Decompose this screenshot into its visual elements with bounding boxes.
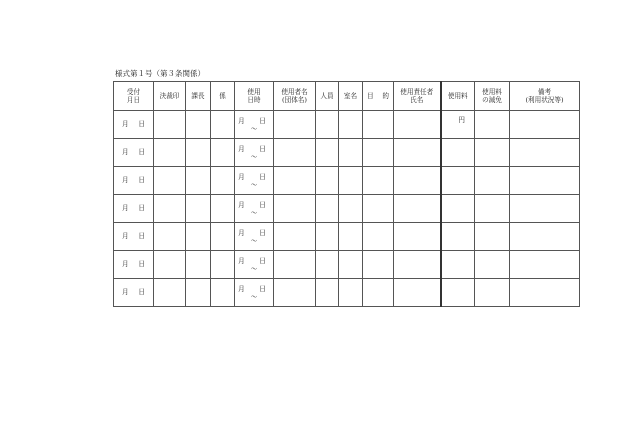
fee-exemption-cell[interactable] [475, 195, 510, 223]
month-day-label: 月 日 [238, 257, 270, 265]
section-chief-cell[interactable] [186, 195, 211, 223]
usage-period-cell[interactable] [235, 223, 274, 251]
room-name-cell[interactable] [339, 251, 363, 279]
header-usage-fee: 使用料 [441, 82, 475, 111]
reception-date-cell[interactable] [114, 251, 154, 279]
month-day-label: 月 日 [238, 201, 270, 209]
remarks-cell[interactable] [510, 167, 580, 195]
month-day-label: 月 日 [238, 229, 270, 237]
user-name-cell[interactable] [274, 167, 316, 195]
staff-cell[interactable] [211, 139, 235, 167]
approval-seal-cell[interactable] [154, 279, 186, 307]
approval-seal-cell[interactable] [154, 223, 186, 251]
fee-exemption-cell[interactable] [475, 223, 510, 251]
header-text: 時 [254, 96, 261, 104]
remarks-cell[interactable] [510, 251, 580, 279]
user-name-cell[interactable] [274, 195, 316, 223]
header-approval-seal: 決裁印 [154, 82, 186, 111]
fee-exemption-cell[interactable] [475, 111, 510, 139]
tilde-mark: ～ [250, 293, 258, 301]
reception-date-cell[interactable] [114, 111, 154, 139]
room-name-cell[interactable] [339, 139, 363, 167]
purpose-cell[interactable] [363, 111, 394, 139]
tilde-mark: ～ [250, 125, 258, 133]
header-text: 使用者名 [281, 87, 308, 96]
day-label: 日 [138, 176, 145, 185]
purpose-cell[interactable] [363, 279, 394, 307]
header-text: 月 [126, 96, 134, 104]
usage-fee-cell[interactable] [441, 195, 475, 223]
section-chief-cell[interactable] [186, 139, 211, 167]
usage-period-cell[interactable] [235, 139, 274, 167]
staff-cell[interactable] [211, 223, 235, 251]
day-label: 日 [138, 288, 145, 297]
header-text: 名 [416, 96, 424, 104]
remarks-cell[interactable] [510, 111, 580, 139]
remarks-cell[interactable] [510, 223, 580, 251]
fee-exemption-cell[interactable] [475, 279, 510, 307]
month-label: 月 [122, 204, 129, 213]
fee-exemption-cell[interactable] [475, 139, 510, 167]
room-name-cell[interactable] [339, 279, 363, 307]
user-name-cell[interactable] [274, 139, 316, 167]
room-name-cell[interactable] [339, 223, 363, 251]
tilde-mark: ～ [250, 265, 258, 273]
user-name-cell[interactable] [274, 223, 316, 251]
section-chief-cell[interactable] [186, 251, 211, 279]
usage-fee-cell[interactable] [441, 279, 475, 307]
facility-usage-register-table [113, 81, 580, 307]
staff-cell[interactable] [211, 251, 235, 279]
user-name-cell[interactable] [274, 279, 316, 307]
header-text: 備 [537, 87, 545, 96]
tilde-mark: ～ [250, 237, 258, 245]
staff-cell[interactable] [211, 167, 235, 195]
headcount-cell[interactable] [316, 139, 339, 167]
tilde-mark: ～ [250, 209, 258, 217]
section-chief-cell[interactable] [186, 111, 211, 139]
header-text: 用 [254, 87, 261, 96]
responsible-person-cell[interactable] [394, 195, 441, 223]
reception-date-cell[interactable] [114, 279, 154, 307]
purpose-cell[interactable] [363, 195, 394, 223]
header-text: 付 [133, 87, 141, 96]
header-text: (団体名) [282, 96, 307, 104]
approval-seal-cell[interactable] [154, 139, 186, 167]
approval-seal-cell[interactable] [154, 251, 186, 279]
header-usage-datetime [235, 82, 274, 111]
responsible-person-cell[interactable] [394, 139, 441, 167]
month-label: 月 [122, 176, 129, 185]
usage-fee-cell[interactable] [441, 223, 475, 251]
tilde-mark: ～ [250, 153, 258, 161]
section-chief-cell[interactable] [186, 167, 211, 195]
day-label: 日 [138, 232, 145, 241]
header-text: 氏 [410, 96, 417, 104]
table-row [114, 279, 580, 307]
header-text: 考 [544, 87, 552, 96]
header-purpose [363, 82, 394, 111]
responsible-person-cell[interactable] [394, 167, 441, 195]
headcount-cell[interactable] [316, 167, 339, 195]
header-text: 使用料 [482, 87, 502, 96]
responsible-person-cell[interactable] [394, 279, 441, 307]
room-name-cell[interactable] [339, 111, 363, 139]
fee-exemption-cell[interactable] [475, 251, 510, 279]
purpose-cell[interactable] [363, 139, 394, 167]
staff-cell[interactable] [211, 279, 235, 307]
header-text: 受 [126, 87, 134, 96]
responsible-person-cell[interactable] [394, 223, 441, 251]
responsible-person-cell[interactable] [394, 251, 441, 279]
headcount-cell[interactable] [316, 223, 339, 251]
headcount-cell[interactable] [316, 251, 339, 279]
day-label: 日 [138, 120, 145, 129]
remarks-cell[interactable] [510, 195, 580, 223]
remarks-cell[interactable] [510, 279, 580, 307]
yen-label: 円 [458, 116, 465, 124]
headcount-cell[interactable] [316, 195, 339, 223]
usage-fee-cell[interactable] [441, 111, 475, 139]
header-responsible-person [394, 82, 441, 111]
usage-period-cell[interactable] [235, 167, 274, 195]
header-text: 日 [247, 96, 254, 104]
purpose-cell[interactable] [363, 167, 394, 195]
section-chief-cell[interactable] [186, 223, 211, 251]
table-row [114, 223, 580, 251]
header-section-chief: 課長 [186, 82, 211, 111]
header-text: 的 [382, 91, 389, 100]
remarks-cell[interactable] [510, 139, 580, 167]
reception-date-cell[interactable] [114, 139, 154, 167]
reception-date-cell[interactable] [114, 223, 154, 251]
table-row [114, 111, 580, 139]
form-title: 様式第１号（第３条関係） [115, 69, 205, 78]
header-room-name: 室名 [339, 82, 363, 111]
usage-period-cell[interactable] [235, 111, 274, 139]
day-label: 日 [138, 148, 145, 157]
month-label: 月 [122, 120, 129, 129]
reception-date-cell[interactable] [114, 195, 154, 223]
user-name-cell[interactable] [274, 111, 316, 139]
room-name-cell[interactable] [339, 195, 363, 223]
responsible-person-cell[interactable] [394, 111, 441, 139]
register-body [114, 111, 580, 307]
staff-cell[interactable] [211, 195, 235, 223]
section-chief-cell[interactable] [186, 279, 211, 307]
header-text: 使 [247, 87, 254, 96]
user-name-cell[interactable] [274, 251, 316, 279]
usage-period-cell[interactable] [235, 251, 274, 279]
month-label: 月 [122, 260, 129, 269]
day-label: 日 [138, 260, 145, 269]
table-row [114, 139, 580, 167]
header-remarks [510, 82, 580, 111]
table-row [114, 251, 580, 279]
reception-date-cell[interactable] [114, 167, 154, 195]
usage-fee-cell[interactable] [441, 167, 475, 195]
header-text: 目 [367, 91, 374, 100]
staff-cell[interactable] [211, 111, 235, 139]
usage-period-cell[interactable] [235, 195, 274, 223]
header-reception-date [114, 82, 154, 111]
headcount-cell[interactable] [316, 279, 339, 307]
usage-fee-cell[interactable] [441, 251, 475, 279]
month-day-label: 月 日 [238, 173, 270, 181]
header-text: 日 [133, 96, 141, 104]
purpose-cell[interactable] [363, 251, 394, 279]
tilde-mark: ～ [250, 181, 258, 189]
table-row [114, 167, 580, 195]
month-label: 月 [122, 288, 129, 297]
header-fee-exemption [475, 82, 510, 111]
header-staff: 係 [211, 82, 235, 111]
header-text: 使用責任者 [400, 87, 434, 96]
approval-seal-cell[interactable] [154, 111, 186, 139]
month-day-label: 月 日 [238, 145, 270, 153]
headcount-cell[interactable] [316, 111, 339, 139]
fee-exemption-cell[interactable] [475, 167, 510, 195]
header-text: (利用状況等) [525, 96, 564, 104]
day-label: 日 [138, 204, 145, 213]
usage-period-cell[interactable] [235, 279, 274, 307]
month-day-label: 月 日 [238, 117, 270, 125]
purpose-cell[interactable] [363, 223, 394, 251]
approval-seal-cell[interactable] [154, 195, 186, 223]
approval-seal-cell[interactable] [154, 167, 186, 195]
header-row [114, 82, 580, 111]
usage-fee-cell[interactable] [441, 139, 475, 167]
month-day-label: 月 日 [238, 285, 270, 293]
table-row [114, 195, 580, 223]
header-text: の減免 [482, 96, 502, 104]
room-name-cell[interactable] [339, 167, 363, 195]
header-headcount: 人員 [316, 82, 339, 111]
header-user-name [274, 82, 316, 111]
month-label: 月 [122, 148, 129, 157]
month-label: 月 [122, 232, 129, 241]
